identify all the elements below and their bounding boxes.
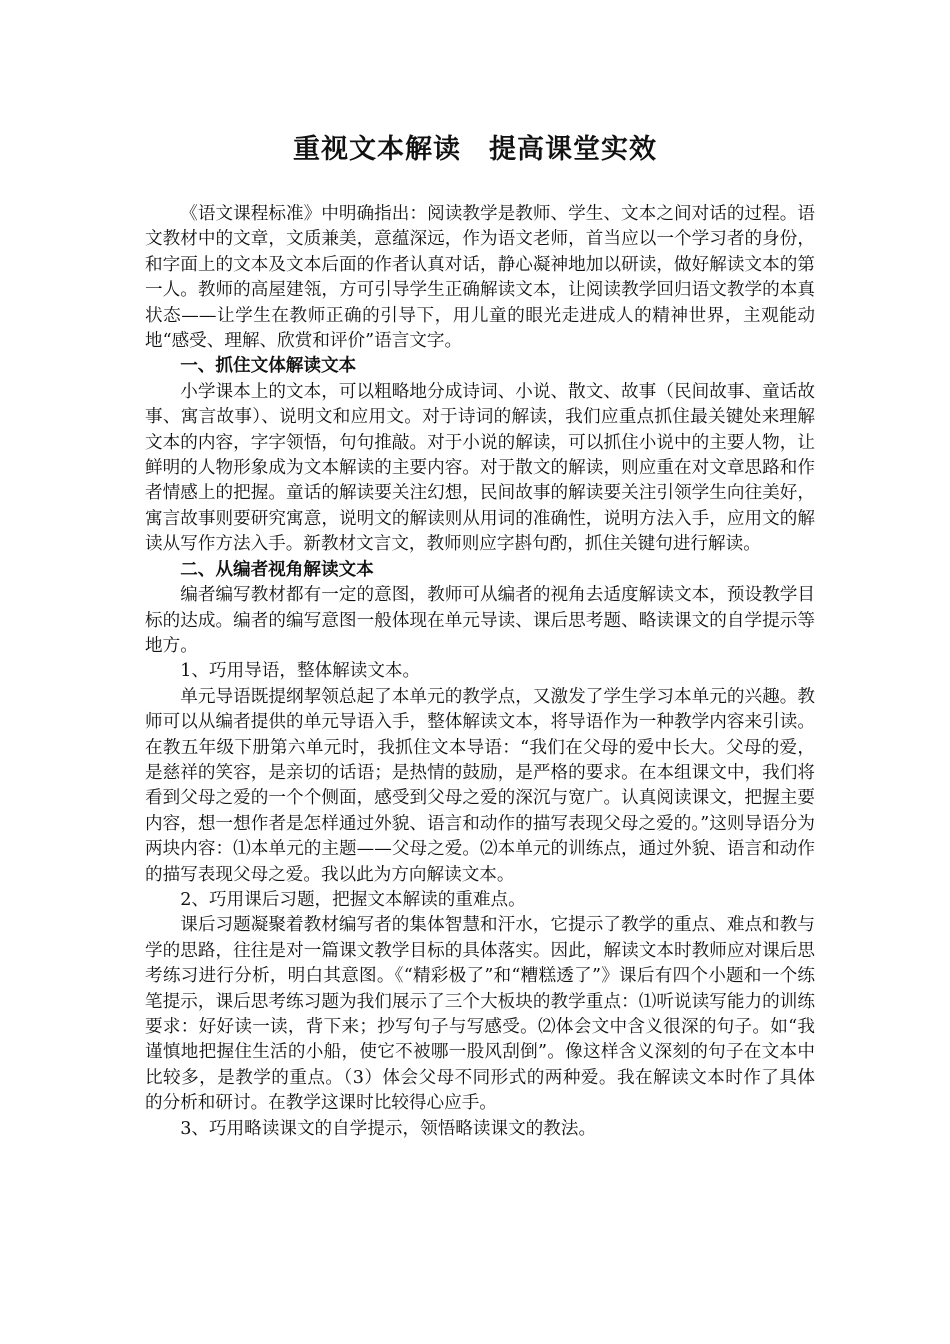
subsection-1-heading: 1、巧用导语，整体解读文本。 [180,661,421,682]
section-1-paragraph: 小学课本上的文本，可以粗略地分成诗词、小说、散文、故事（民间故事、童话故事、寓言故事）、说明文和应用文。对于诗词的解读，我们应重点抓住最关键处来理解文本的内容，字字领悟，句句推敲。对于小说的解读，可以抓住小说中的主要人物，让鲜明的人物形象成为文本解读的主要内容。对于散文的解读，则应重在对文章思路和作者情感上的把握。童话的解读要关注幻想，民间故事的解读要关注引领学生向往美好，寓言故事则要研究寓意，说明文的解读则从用词的准确性，说明方法入手，应用文的解读从写作方法入手。新教材文言文，教师则应字斟句酌，抓住关键句进行解读。 [145,381,815,555]
subsection-3-heading: 3、巧用略读课文的自学提示，领悟略读课文的教法。 [180,1118,597,1139]
document-body [145,202,815,1142]
section-1-heading: 一、抓住文体解读文本 [180,356,357,377]
subsection-1-paragraph: 单元导语既提纲挈领总起了本单元的教学点，又激发了学生学习本单元的兴趣。教师可以从编者提供的单元导语入手，整体解读文本，将导语作为一种教学内容来引读。 在教五年级下册第六单元时，我抓住文本导语：“我们在父母的爱中长大。父母的爱，是慈祥的笑容，是亲切的话语；是热情的鼓励，是严格的要求。在本组课文中，我们将看到父母之爱的一个个侧面，感受到父母之爱的深沉与宽广。认真阅读课文，把握主要内容，想一想作者是怎样通过外貌、语言和动作的描写表现父母之爱的。”这则导语分为两块内容：⑴本单元的主题——父母之爱。⑵本单元的训练点，通过外貌、语言和动作的描写表现父母之爱。我以此为方向解读文本。 [145,686,815,885]
intro-paragraph: 《语文课程标准》中明确指出：阅读教学是教师、学生、文本之间对话的过程。语文教材中的文章，文质兼美，意蕴深远，作为语文老师，首当应以一个学习者的身份，和字面上的文本及文本后面的作者认真对话，静心凝神地加以研读，做好解读文本的第一人。教师的高屋建瓴，方可引导学生正确解读文本，让阅读教学回归语文教学的本真状态——让学生在教师正确的引导下，用儿童的眼光走进成人的精神世界，主观能动地“感受、理解、欣赏和评价”语言文字。 [145,204,815,352]
subsection-2-paragraph: 课后习题凝聚着教材编写者的集体智慧和汗水，它提示了教学的重点、难点和教与学的思路，往往是对一篇课文教学目标的具体落实。因此，解读文本时教师应对课后思考练习进行分析，明白其意图。《“精彩极了”和“糟糕透了”》课后有四个小题和一个练笔提示，课后思考练习题为我们展示了三个大板块的教学重点：⑴听说读写能力的训练要求：好好读一读，背下来；抄写句子与写感受。⑵体会文中含义很深的句子。如“我谨慎地把握住生活的小船，使它不被哪一股风刮倒”。像这样含义深刻的句子在文本中比较多，是教学的重点。（3）体会父母不同形式的两种爱。我在解读文本时作了具体的分析和研讨。在教学这课时比较得心应手。 [145,915,815,1114]
section-2-heading: 二、从编者视角解读文本 [180,559,374,580]
subsection-2-heading: 2、巧用课后习题，把握文本解读的重难点。 [180,889,526,910]
document-title: 重视文本解读 提高课堂实效 [293,134,657,165]
section-2-paragraph: 编者编写教材都有一定的意图，教师可从编者的视角去适度解读文本，预设教学目标的达成。编者的编写意图一般体现在单元导读、课后思考题、略读课文的自学提示等地方。 [145,585,815,656]
